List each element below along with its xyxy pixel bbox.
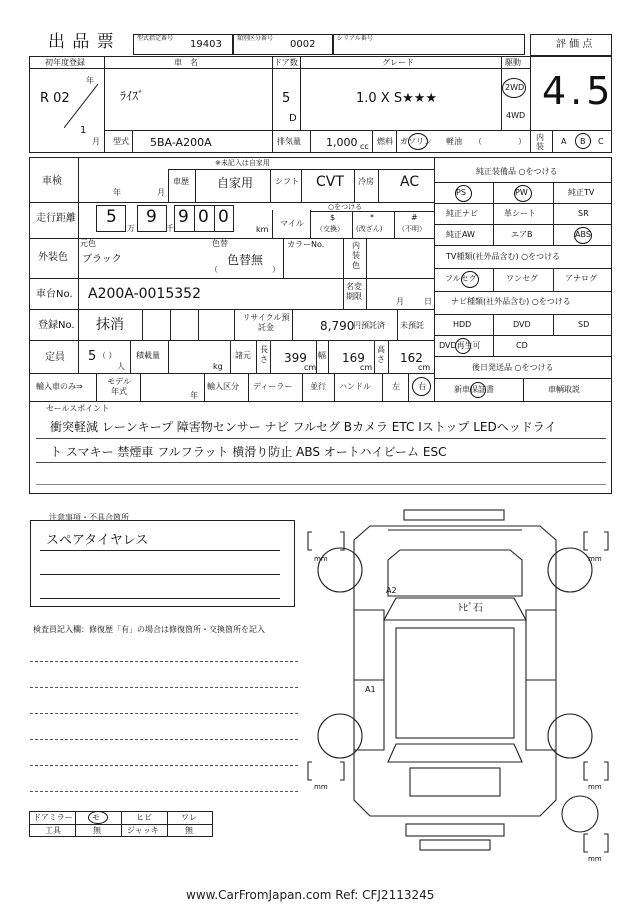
footer-ref: www.CarFromJapan.com Ref: CFJ2113245: [186, 888, 435, 902]
disp-unit: cc: [360, 142, 369, 151]
mark-hash-sub: （不明）: [398, 225, 426, 233]
door-type: D: [289, 113, 297, 124]
doors-value: 5: [282, 91, 291, 106]
handle-label: ハンドル: [339, 382, 371, 391]
equip-airbag: エアB: [511, 230, 533, 239]
navi-header: ナビ種類(社外品含む) ○をつける: [451, 297, 571, 306]
model-year-label: モデル年式: [107, 377, 131, 396]
cap-unit: 人: [117, 362, 125, 371]
cap-label: 定員: [45, 352, 65, 363]
mm-3: mm: [314, 783, 328, 791]
handle-right: 右: [418, 382, 426, 391]
import-label: 輸入車のみ⇒: [36, 382, 83, 391]
navi-cd: CD: [516, 341, 528, 350]
len-value: 399: [284, 351, 307, 365]
shift-value: CVT: [316, 174, 344, 190]
recycle-none: 未預託: [400, 321, 424, 330]
score-value: 4.5: [542, 69, 615, 113]
dealer-option: ディーラー: [253, 382, 293, 391]
trunk: [410, 768, 500, 796]
check-label: ○をつける: [328, 203, 363, 211]
equip-ps: PS: [456, 188, 466, 197]
notes-text: スペアタイヤレス: [46, 533, 149, 548]
hibi-label: ヒビ: [136, 813, 152, 822]
fuel-circle: [408, 133, 428, 150]
navi-sd: SD: [578, 320, 590, 329]
len-cm: cm: [304, 363, 317, 372]
orig-color: ブラック: [82, 254, 122, 265]
mark-star: *: [370, 213, 374, 222]
mirror-label: ドアミラー: [33, 813, 73, 822]
tv-fullseg: フルセグ: [445, 274, 477, 283]
ship-header: 後日発送品 ○をつける: [472, 363, 554, 372]
fuel-label: 燃料: [377, 137, 393, 146]
rear-glass: [388, 744, 522, 762]
handle-right-circle: [412, 377, 431, 396]
drive-2wd-circle: [502, 78, 526, 98]
diesel-label: 軽油: [446, 137, 462, 146]
sales-line-1: 衝突軽減 レーンキープ 障害物センサー ナビ フルセグ Bカメラ ETC Iストップ LEDヘッドライ: [50, 420, 557, 434]
sales-label: セールスポイント: [46, 404, 110, 413]
first-reg-month: 1: [80, 125, 87, 136]
navi-dvd: DVD: [513, 320, 531, 329]
orig-color-label: 元色: [80, 239, 96, 248]
shaken-year-unit: 年: [113, 188, 121, 197]
width-label: 幅: [318, 351, 326, 360]
tv-oneseg: ワンセグ: [506, 274, 538, 283]
wheel-rear-left: [318, 714, 362, 758]
reg-slash: [64, 84, 98, 128]
car-diagram: [300, 500, 620, 890]
wheel-rear-right: [548, 714, 592, 758]
tv-analog: アナログ: [565, 274, 597, 283]
mm-5: mm: [588, 855, 602, 863]
fullseg-circle: [461, 271, 479, 288]
equip-navi: 純正ナビ: [446, 209, 478, 218]
inspector-label: 検査員記入欄：修復歴「有」の場合は修復箇所・交換箇所を記入: [33, 625, 265, 634]
mark-star-sub: (改ざん): [356, 225, 383, 233]
mirror-value: モ: [92, 813, 100, 822]
mileage-digit-2: 9: [146, 207, 157, 227]
equip-sr: SR: [578, 209, 589, 218]
mileage-digit-3: 9: [178, 207, 189, 227]
pw-circle: [514, 185, 532, 202]
mileage-man: 万: [127, 224, 135, 233]
mark-a2: A2: [386, 586, 397, 595]
int-color-label: 内装色: [352, 241, 360, 270]
disp-value: 1,000: [326, 136, 358, 149]
car-name: ﾗｲｽﾞ: [120, 89, 145, 103]
form-title: 出 品 票: [48, 32, 115, 52]
interior-label: 内装: [536, 133, 544, 151]
mm-2: mm: [588, 555, 602, 563]
sales-line-2: ト スマキー 禁煙車 フルフラット 横滑り防止 ABS オートハイビーム ESC: [50, 445, 447, 459]
warranty-circle: [470, 382, 486, 398]
wheel-front-right: [548, 548, 592, 592]
interior-c: C: [598, 137, 604, 146]
mark-a1: A1: [365, 685, 376, 694]
model-year-unit: 年: [190, 391, 198, 400]
diesel-paren-close: ）: [518, 137, 526, 146]
dim-label: 諸元: [235, 351, 251, 360]
import-class-label: 輸入区分: [207, 382, 239, 391]
parallel-option: 並行: [310, 382, 326, 391]
mark-dollar: $: [330, 213, 336, 222]
mark-dent: ﾄﾋﾞ石: [458, 603, 483, 614]
recycle-label: リサイクル預託金: [242, 313, 290, 332]
recycle-unit: 円預託済: [353, 321, 385, 330]
chassis-label: 車台No.: [36, 289, 73, 300]
ac-label: 冷房: [358, 177, 374, 186]
reg-label: 登録No.: [38, 320, 75, 331]
inspect-label: 名変期限: [346, 282, 362, 301]
mileage-digit-1: 5: [106, 207, 117, 227]
model-type: 5BA-A200A: [150, 136, 212, 149]
tools-label: 工具: [45, 826, 61, 835]
fuel-value: ガソリン: [400, 137, 432, 146]
mark-hash: #: [411, 213, 418, 222]
drive-4wd: 4WD: [506, 111, 526, 120]
shaken-label: 車検: [42, 176, 62, 187]
color-no-label: カラーNo.: [287, 240, 325, 249]
mark-dollar-sub: （交換）: [316, 225, 344, 233]
first-reg-label: 初年度登録: [45, 58, 85, 67]
front-bumper: [404, 510, 504, 520]
roof: [396, 628, 514, 738]
tv-header: TV種類(社外品含む) ○をつける: [446, 252, 561, 261]
jack-label: ジャッキ: [127, 826, 159, 835]
equip-aw: 純正AW: [446, 230, 475, 239]
drive-label: 駆動: [505, 58, 521, 67]
class-no-value: 0002: [290, 39, 316, 50]
interior-b-circle: [575, 133, 591, 149]
tools-value: 無: [93, 826, 101, 835]
navi-hdd: HDD: [453, 320, 472, 329]
equip-pw: PW: [515, 188, 528, 197]
height-cm: cm: [418, 363, 431, 372]
interior-b: B: [580, 137, 586, 146]
first-reg-era: R 02: [40, 91, 70, 106]
history-label: 車歴: [173, 177, 189, 186]
history-value: 自家用: [217, 176, 254, 190]
model-no-value: 19403: [190, 39, 222, 50]
mileage-sen: 千: [166, 224, 174, 233]
mile-label: マイル: [280, 219, 304, 228]
mileage-digit-5: 0: [218, 207, 229, 227]
private-note: ※未記入は自家用: [215, 159, 270, 167]
equip-tv: 純正TV: [568, 188, 595, 197]
height-value: 162: [400, 351, 423, 365]
width-value: 169: [342, 351, 365, 365]
inspect-day: 日: [424, 297, 432, 306]
cap-value: 5: [88, 349, 97, 364]
ac-value: AC: [400, 174, 420, 190]
disp-label: 排気量: [277, 137, 301, 146]
drive-2wd: 2WD: [505, 83, 525, 92]
equip-leather: 革シート: [504, 209, 536, 218]
jack-value: 無: [185, 826, 193, 835]
spare-wheel: [562, 796, 598, 832]
year-unit: 年: [86, 76, 94, 85]
mileage-label: 走行距離: [36, 213, 76, 224]
mileage-digit-4: 0: [198, 207, 209, 227]
height-label: 高さ: [377, 345, 385, 364]
month-unit: 月: [92, 137, 100, 146]
interior-a: A: [561, 137, 567, 146]
equip-abs: ABS: [575, 230, 591, 239]
grade-label: グレード: [382, 58, 414, 67]
hood: [388, 550, 522, 596]
color-change: 色替無: [227, 253, 264, 267]
mirror-circle: [88, 811, 108, 824]
color-label: 外装色: [38, 252, 68, 263]
inspect-month: 月: [396, 297, 404, 306]
model-type-label: 型式: [113, 137, 129, 146]
shaken-month-unit: 月: [157, 188, 165, 197]
ware-label: ワレ: [181, 813, 197, 822]
reg-value: 抹消: [96, 317, 124, 333]
windshield: [384, 598, 526, 620]
car-name-label: 車 名: [174, 58, 198, 67]
std-header: 純正装備品 ○をつける: [476, 167, 558, 176]
doors-label: ドア数: [274, 58, 298, 67]
serial-label: シリアル番号: [337, 35, 373, 42]
load-label: 積載量: [136, 351, 160, 360]
rear-bumper: [406, 824, 504, 836]
mileage-km: km: [256, 225, 269, 234]
abs-circle: [574, 227, 592, 244]
len-label: 長さ: [260, 345, 268, 364]
class-no-label: 類別区分番号: [237, 35, 274, 42]
mm-1: mm: [314, 555, 328, 563]
notes-label: 注意事項・不具合箇所: [49, 513, 129, 522]
ps-circle: [455, 185, 472, 202]
diesel-paren-open: （: [474, 137, 482, 146]
color-change-label: 色替: [212, 239, 228, 248]
ship-manual: 車輌取説: [548, 385, 580, 394]
chassis-value: A200A-0015352: [88, 286, 201, 302]
ship-warranty: 新車保証書: [454, 385, 494, 394]
width-cm: cm: [360, 363, 373, 372]
eval-label: 評 価 点: [556, 39, 593, 50]
shift-label: シフト: [275, 177, 299, 186]
recycle-value: 8,790: [320, 319, 355, 333]
dvdplay-circle: [455, 338, 471, 354]
mm-4: mm: [588, 783, 602, 791]
grade-value: 1.0 X S★★★: [356, 91, 438, 106]
model-no-label: 型式指定番号: [137, 35, 174, 42]
handle-left: 左: [392, 382, 400, 391]
load-kg: kg: [213, 362, 223, 371]
navi-dvd-play: DVD再生可: [439, 341, 481, 350]
